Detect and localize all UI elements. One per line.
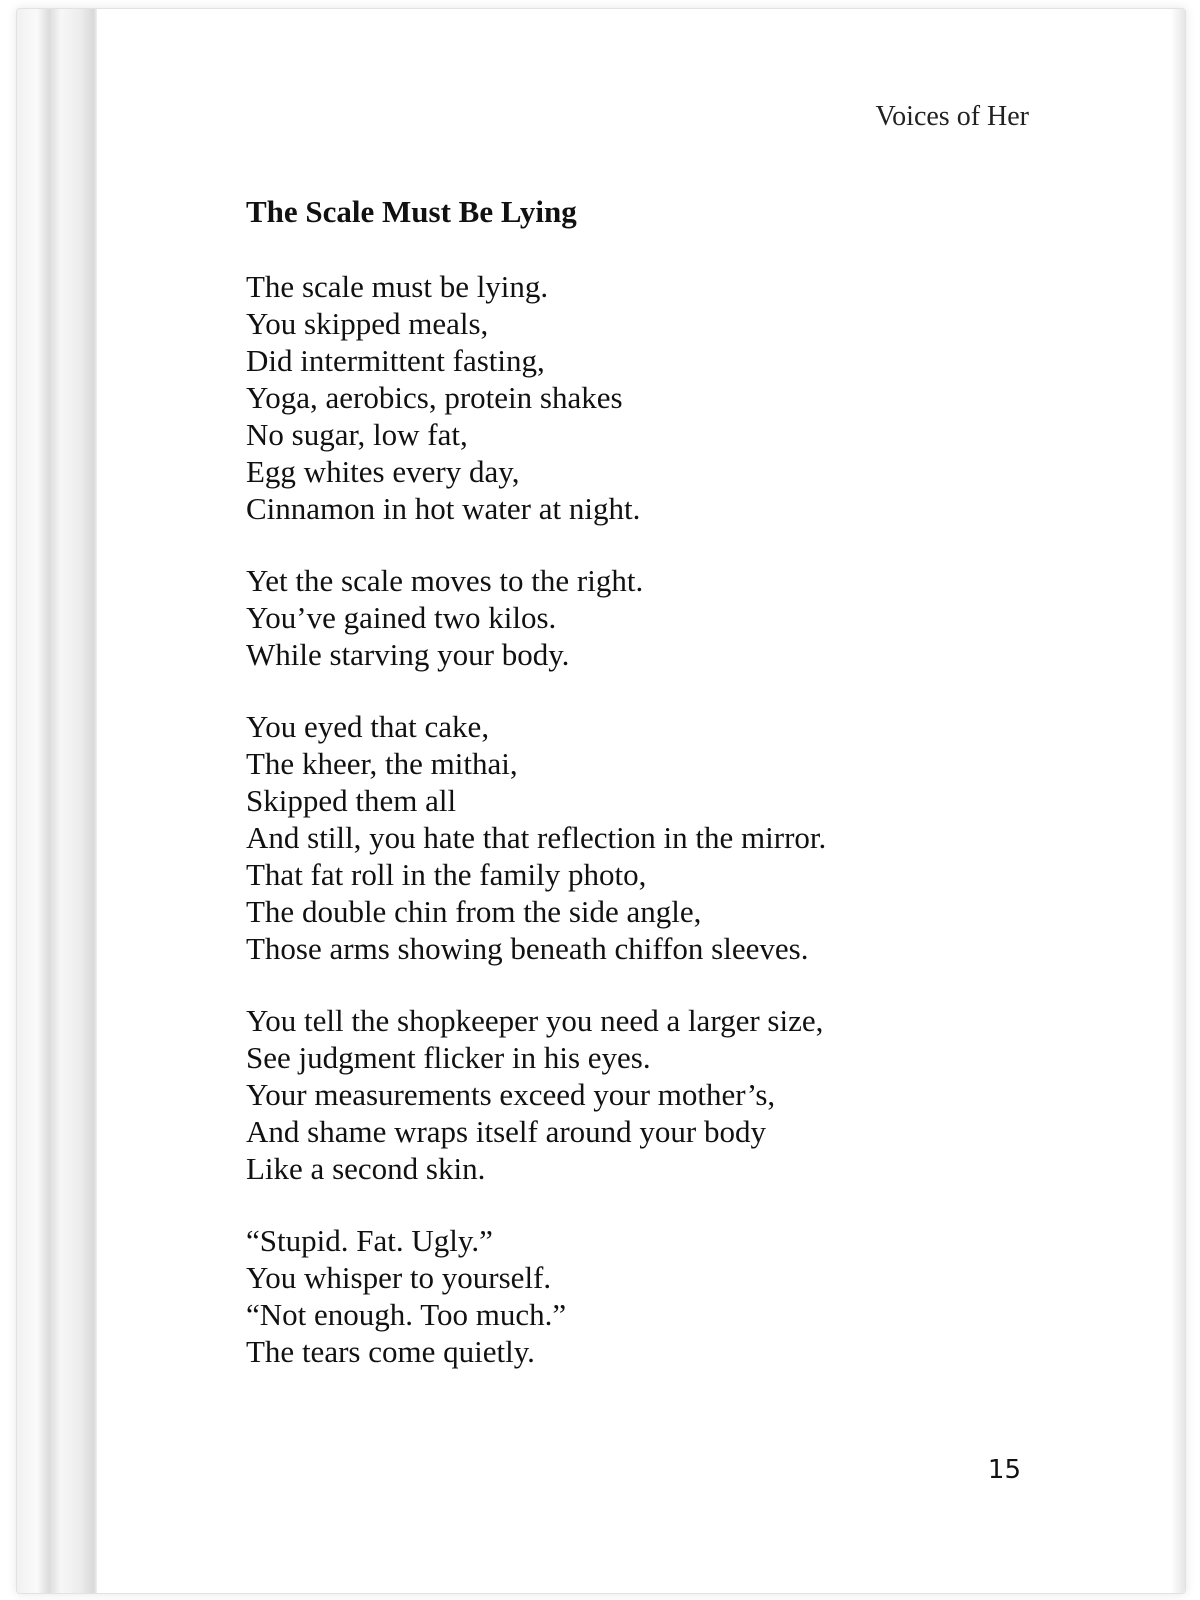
page-number: 15 xyxy=(987,1455,1021,1485)
poem-line: That fat roll in the family photo, xyxy=(246,857,647,892)
poem-line: Skipped them all xyxy=(246,783,457,818)
poem-line: The kheer, the mithai, xyxy=(246,746,518,781)
poem-line: Egg whites every day, xyxy=(246,454,520,489)
poem-line: You skipped meals, xyxy=(246,306,489,341)
poem xyxy=(246,192,1026,1405)
poem-line: See judgment flicker in his eyes. xyxy=(246,1040,651,1075)
poem-line: And shame wraps itself around your body xyxy=(246,1114,767,1149)
running-header: Voices of Her xyxy=(875,101,1029,132)
poem-line: Like a second skin. xyxy=(246,1151,486,1186)
poem-line: You whisper to yourself. xyxy=(246,1260,552,1295)
poem-line: While starving your body. xyxy=(246,637,570,672)
poem-line: You’ve gained two kilos. xyxy=(246,600,557,635)
poem-title: The Scale Must Be Lying xyxy=(246,194,577,229)
poem-line: Yet the scale moves to the right. xyxy=(246,563,644,598)
poem-line: “Stupid. Fat. Ugly.” xyxy=(246,1223,493,1258)
poem-line: “Not enough. Too much.” xyxy=(246,1297,567,1332)
poem-line: Cinnamon in hot water at night. xyxy=(246,491,641,526)
poem-line: Yoga, aerobics, protein shakes xyxy=(246,380,623,415)
poem-line: The double chin from the side angle, xyxy=(246,894,702,929)
page-edge xyxy=(1171,9,1185,1593)
poem-line: The tears come quietly. xyxy=(246,1334,535,1369)
poem-line: Your measurements exceed your mother’s, xyxy=(246,1077,776,1112)
stanza xyxy=(246,562,1026,673)
stanza xyxy=(246,1222,1026,1370)
book-spine xyxy=(17,9,97,1593)
book-page xyxy=(16,8,1186,1594)
poem-line: And still, you hate that reflection in the mirror. xyxy=(246,820,827,855)
poem-line: Did intermittent fasting, xyxy=(246,343,545,378)
poem-line: You tell the shopkeeper you need a larger size, xyxy=(246,1003,824,1038)
poem-line: Those arms showing beneath chiffon sleeves. xyxy=(246,931,809,966)
poem-line: No sugar, low fat, xyxy=(246,417,468,452)
poem-line: You eyed that cake, xyxy=(246,709,490,744)
stanza xyxy=(246,708,1026,967)
stanza xyxy=(246,1002,1026,1187)
poem-line: The scale must be lying. xyxy=(246,269,549,304)
stanza xyxy=(246,268,1026,527)
